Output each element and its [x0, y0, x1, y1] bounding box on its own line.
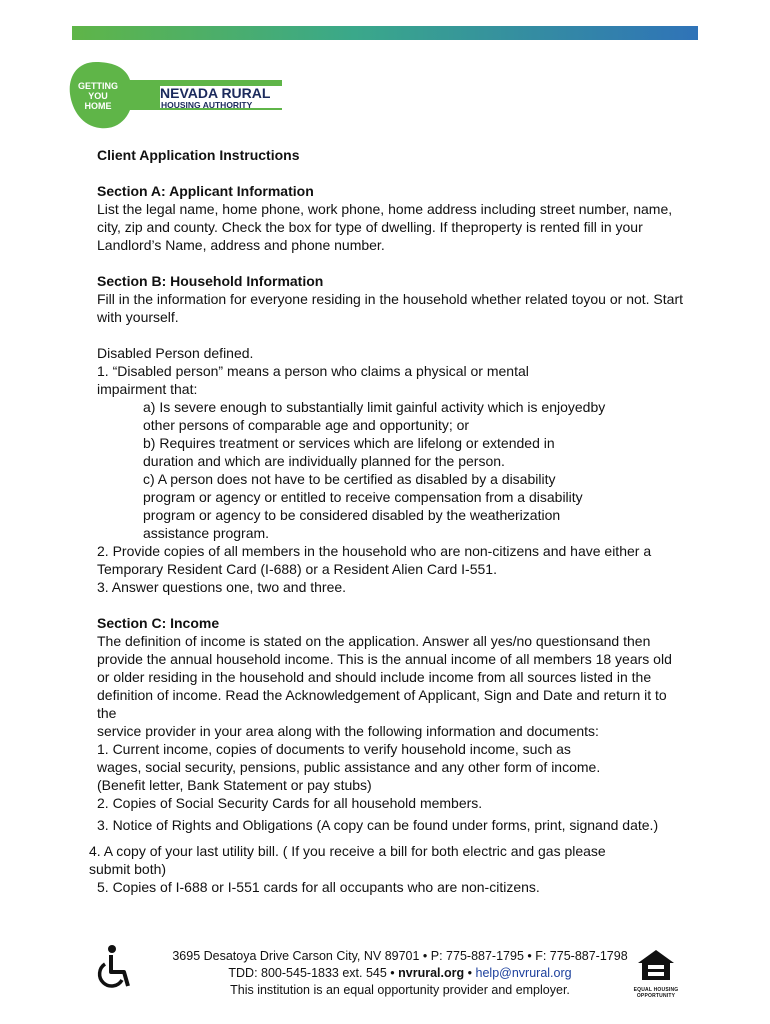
header-gradient-bar [72, 26, 698, 40]
logo-tagline-2: YOU [88, 91, 108, 101]
section-c-text-continued: service provider in your area along with the following information and documents: [97, 723, 599, 739]
footer-bullet: • [467, 966, 473, 980]
eho-caption-1: EQUAL HOUSING [633, 987, 679, 993]
document-item-2: 2. Copies of Social Security Cards for all household members. [97, 795, 483, 811]
section-b-heading: Section B: Household Information [97, 273, 324, 289]
non-citizen-item-2: 2. Provide copies of all members in the household who are non-citizens and have either a Temporary Resident Card (I-688) or a Resident Alien Card I-551. [97, 543, 652, 577]
eho-caption-2: OPPORTUNITY [636, 993, 676, 999]
equal-housing-logo [632, 948, 680, 999]
section-c-heading: Section C: Income [97, 615, 220, 631]
footer [0, 944, 770, 1004]
document-item-1: 1. Current income, copies of documents to verify household income, such as wages, social security, pensions, public assistance and any other form of income. (Benefit letter, Bank Statement or pay stubs) [97, 741, 601, 793]
footer-contact-line [150, 965, 650, 982]
answer-questions-item-3: 3. Answer questions one, two and three. [97, 579, 347, 595]
document-item-5: 5. Copies of I-688 or I-551 cards for all occupants who are non-citizens. [97, 879, 540, 895]
section-c-text: The definition of income is stated on the application. Answer all yes/no questionsand then provide the annual household income. This is the annual income of all members 18 years old or older residing in the household and should include income from all sources listed in the definition of income. Read the Acknowledgement of Applicant, Sign and Date and return it to the [97, 633, 672, 721]
instructions-body [89, 146, 687, 896]
logo-org-name-2: HOUSING AUTHORITY [161, 100, 253, 110]
key-logo-icon [68, 56, 288, 136]
footer-email-link[interactable]: help@nvrural.org [475, 966, 572, 980]
disabled-person-heading: Disabled Person defined. [97, 345, 254, 361]
section-a-heading: Section A: Applicant Information [97, 183, 314, 199]
footer-address: 3695 Desatoya Drive Carson City, NV 89701 • P: 775-887-1795 • F: 775-887-1798 [172, 949, 628, 963]
disabled-definition-b: b) Requires treatment or services which are lifelong or extended in duration and which are individually planned for the person. [143, 435, 555, 469]
footer-tdd: TDD: 800-545-1833 ext. 545 • [228, 966, 395, 980]
footer-contact [150, 948, 650, 999]
equal-housing-house-icon [636, 948, 676, 982]
page-title: Client Application Instructions [97, 147, 300, 163]
footer-equal-opportunity: This institution is an equal opportunity provider and employer. [230, 983, 570, 997]
nrha-logo [68, 56, 288, 136]
disabled-definition-c: c) A person does not have to be certified as disabled by a disability program or agency or entitled to receive compensation from a disability program or agency to be considered disabled by the weatherization assistance program. [143, 471, 583, 541]
logo-org-name-1: NEVADA RURAL [160, 85, 271, 101]
section-b-text: Fill in the information for everyone residing in the household whether related toyou or not. Start with yourself. [97, 291, 683, 325]
logo-tagline-1: GETTING [78, 81, 118, 91]
wheelchair-accessible-icon [92, 944, 136, 992]
disabled-definition-item-1: 1. “Disabled person” means a person who claims a physical or mental impairment that: [97, 363, 529, 397]
document-item-4: 4. A copy of your last utility bill. ( If you receive a bill for both electric and gas please submit both) [89, 843, 606, 877]
document-item-3: 3. Notice of Rights and Obligations (A copy can be found under forms, print, signand date.) [97, 817, 659, 833]
footer-website-link[interactable]: nvrural.org [398, 966, 465, 980]
logo-tagline-3: HOME [84, 101, 112, 111]
disabled-definition-a: a) Is severe enough to substantially limit gainful activity which is enjoyedby other persons of comparable age and opportunity; or [143, 399, 606, 433]
section-a-text: List the legal name, home phone, work phone, home address including street number, name, city, zip and county. Check the box for type of dwelling. If theproperty is rented fill in your Landlord’s Name, address and phone number. [97, 201, 673, 253]
